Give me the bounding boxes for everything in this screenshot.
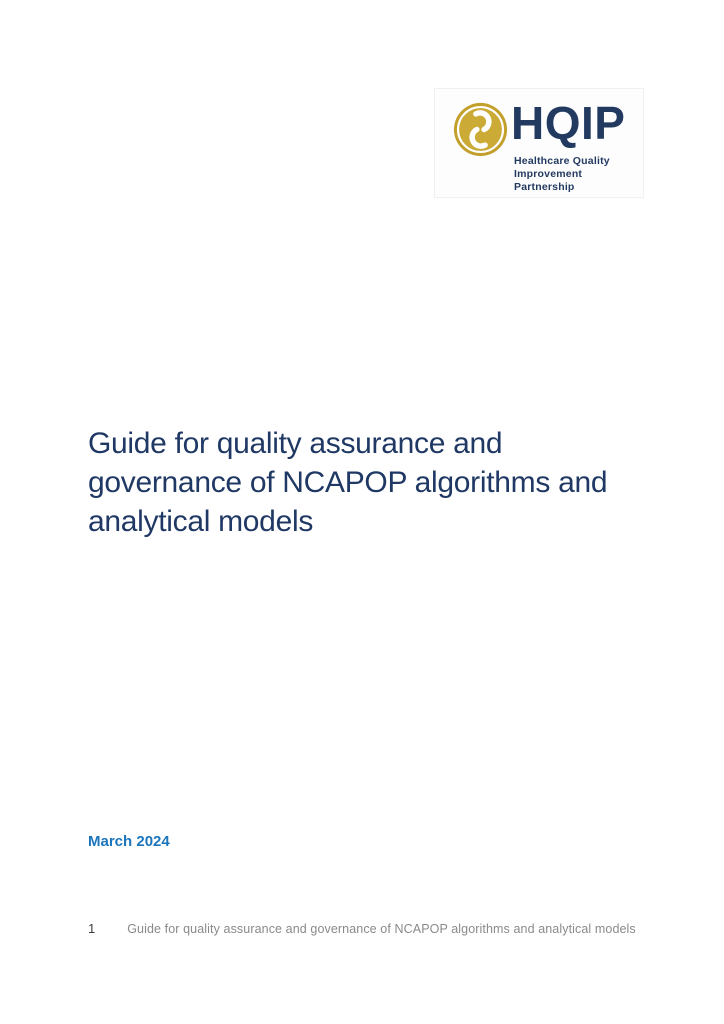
hqip-logo-tagline-line1: Healthcare Quality — [514, 155, 610, 167]
document-title-line3: analytical models — [88, 505, 314, 538]
footer-title-text: Guide for quality assurance and governance of NCAPOP algorithms and analytical models — [127, 922, 636, 936]
page-footer — [88, 921, 636, 936]
hqip-logo-tagline — [514, 155, 643, 194]
footer-page-number: 1 — [88, 921, 96, 936]
document-date: March 2024 — [88, 833, 170, 850]
document-title-line1: Guide for quality assurance and — [88, 427, 503, 460]
hqip-logo-acronym: HQIP — [511, 97, 626, 149]
document-title — [88, 424, 607, 541]
hqip-logo — [434, 88, 644, 198]
hqip-gold-roundel-icon — [453, 102, 508, 157]
hqip-logo-tagline-line2: Improvement Partnership — [514, 168, 583, 193]
document-title-line2: governance of NCAPOP algorithms and — [88, 466, 608, 499]
